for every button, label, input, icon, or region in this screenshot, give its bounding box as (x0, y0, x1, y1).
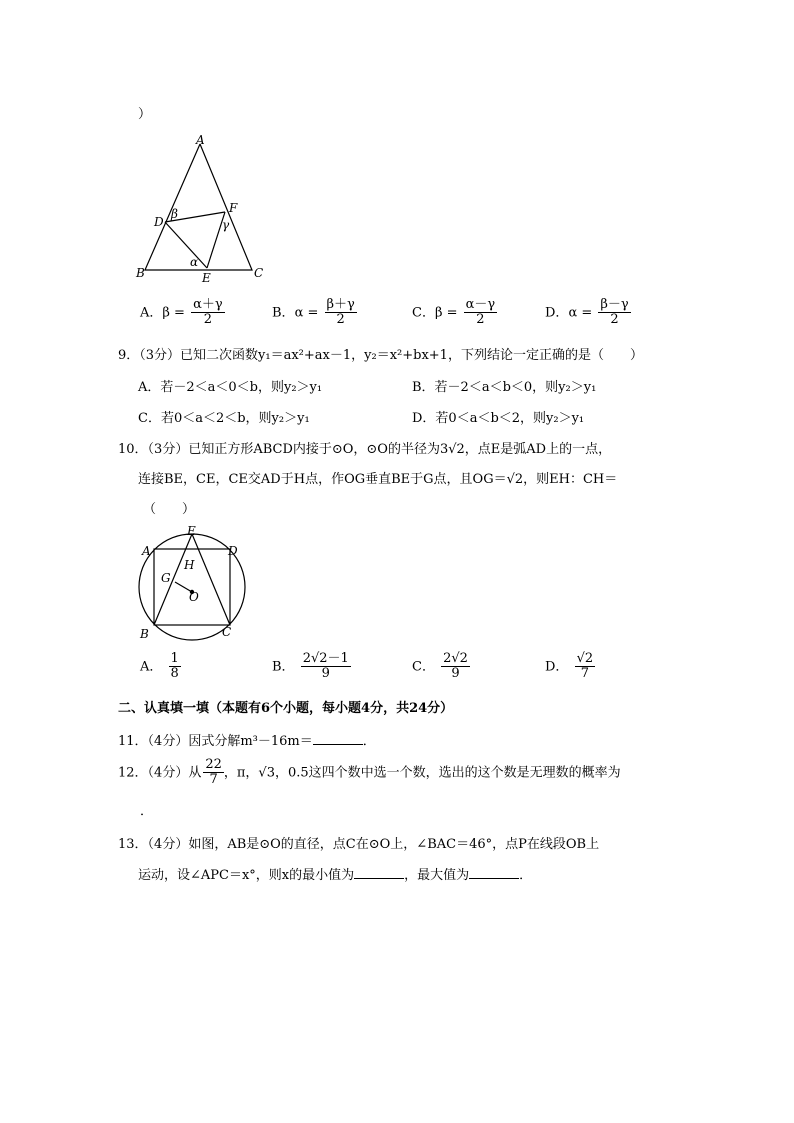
q12-line1: 12．（4分）从 $\frac{22}{7}$ ，π，√3，0.5这四个数中选一个数，选出的这个数是无理数的概率为 (118, 757, 621, 788)
label-d: D (154, 215, 164, 229)
q13-line2: 运动，设∠APC＝x°，则x的最小值为 ，最大值为 ． (138, 868, 533, 883)
q10-option-b[interactable]: B． $\frac{2√2-1}{9}$ (272, 651, 349, 682)
label-o: O (189, 590, 199, 604)
q9-option-c[interactable]: C．若0＜a＜2＜b，则y₂＞y₁ (138, 411, 310, 426)
q10-stem-line2: 连接BE，CE，CE交AD于H点，作OG垂直BE于G点，且OG＝√2，则EH：CH＝ (138, 472, 618, 487)
label-c: C (222, 625, 232, 639)
q13-min-blank[interactable] (354, 868, 404, 879)
label-h: H (184, 558, 195, 572)
label-alpha: α (190, 255, 199, 269)
segment-be (154, 534, 192, 625)
q10-option-c[interactable]: C． $\frac{2√2}{9}$ (412, 651, 468, 682)
q10-option-d[interactable]: D． $\frac{√2}{7}$ (545, 651, 594, 682)
label-gamma: γ (222, 218, 230, 232)
label-d: D (228, 544, 238, 558)
label-a: A (196, 133, 205, 147)
label-c: C (254, 266, 264, 280)
q13-line1: 13．（4分）如图，AB是⊙O的直径，点C在⊙O上，∠BAC＝46°，点P在线段OB上 (118, 837, 600, 852)
label-b: B (136, 266, 145, 280)
q8-option-c[interactable]: C．β = $\frac{\alpha-\gamma}{2}$ (412, 297, 496, 328)
label-e: E (187, 525, 196, 538)
q11: 11．（4分）因式分解m³－16m＝ ． (118, 734, 376, 749)
q8-option-b[interactable]: B．α = $\frac{\beta+\gamma}{2}$ (272, 297, 355, 328)
q10-stem-line3: （ ） (143, 502, 196, 517)
triangle-figure (130, 132, 275, 282)
question-close-paren: ） (138, 107, 152, 122)
label-f: F (229, 201, 238, 215)
q9-option-d[interactable]: D．若0＜a＜b＜2，则y₂＞y₁ (412, 411, 585, 426)
q9-option-a[interactable]: A．若－2＜a＜0＜b，则y₂＞y₁ (138, 380, 323, 395)
label-beta: β (171, 207, 178, 221)
q13-max-blank[interactable] (469, 868, 519, 879)
q11-answer-blank[interactable] (313, 734, 363, 745)
q8-option-d[interactable]: D．α = $\frac{\beta-\gamma}{2}$ (545, 297, 629, 328)
circle-square-figure (132, 525, 252, 641)
q8-option-a[interactable]: A．β = $\frac{\alpha+\gamma}{2}$ (140, 297, 223, 328)
label-b: B (140, 627, 149, 641)
q9-stem: 9．（3分）已知二次函数y₁＝ax²+ax－1，y₂＝x²+bx+1，下列结论一定正确的是（ ） (118, 348, 643, 363)
segment-de (165, 222, 207, 268)
section-heading: 二、认真填一填（本题有6个小题，每小题4分，共24分） (118, 701, 454, 716)
segment-ce (192, 534, 230, 625)
label-a: A (142, 544, 151, 558)
label-e: E (202, 271, 211, 282)
q10-stem-line1: 10．（3分）已知正方形ABCD内接于⊙O，⊙O的半径为3√2，点E是弧AD上的一点， (118, 442, 612, 457)
q9-option-b[interactable]: B．若－2＜a＜b＜0，则y₂＞y₁ (412, 380, 597, 395)
label-g: G (161, 571, 171, 585)
q12-line2: ． (140, 804, 154, 819)
q10-option-a[interactable]: A． $\frac{1}{8}$ (140, 651, 179, 682)
